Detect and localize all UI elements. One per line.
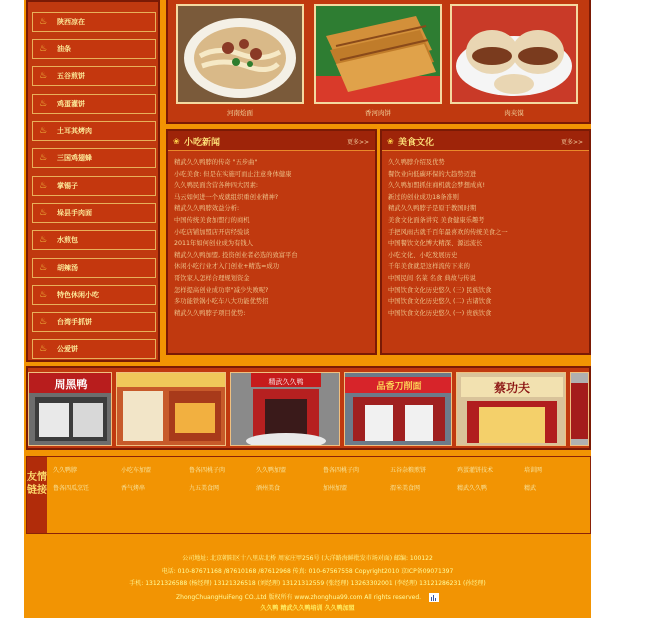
friend-link[interactable]: 五谷杂粮煎饼 [390, 467, 427, 474]
menu-item-label: 公爱饼 [57, 345, 78, 353]
store-photo[interactable] [230, 372, 340, 446]
culture-item[interactable]: 中国饮食文化历史悠久 (三) 民族饮食 [388, 286, 492, 294]
friend-link[interactable]: 小吃车加盟 [121, 467, 152, 474]
store-photo[interactable] [570, 372, 589, 446]
menu-item-label: 特色休闲小吃 [57, 291, 99, 299]
news-item[interactable]: 哥饮家人怎样合理规划资金 [174, 274, 250, 282]
flower-icon: ❀ [387, 137, 394, 146]
bowl-icon: ♨ [39, 99, 48, 109]
bowl-icon: ♨ [39, 344, 48, 354]
store-photo[interactable] [344, 372, 452, 446]
storefront-image [457, 373, 566, 446]
photo-caption: 肉夹馍 [504, 109, 524, 117]
culture-list [388, 157, 585, 319]
menu-item-label: 五谷煎饼 [57, 72, 85, 80]
store-sign: 蔡功夫 [493, 381, 531, 395]
left-margin [0, 0, 24, 618]
photo-caption: 香河肉饼 [365, 109, 391, 117]
roujiamo-image [452, 6, 576, 102]
bowl-icon: ♨ [39, 290, 48, 300]
news-panel [166, 129, 377, 355]
menu-item-label: 三国鸡翅蜂 [57, 154, 92, 162]
menu-item-label: 垛县手肉面 [57, 209, 92, 217]
friend-link[interactable]: 久久鸭加盟 [256, 467, 287, 474]
footer-company [24, 592, 591, 602]
menu-item[interactable] [32, 258, 156, 278]
menu-item-label: 鸡蛋灌饼 [57, 100, 85, 108]
menu-item-label: 水煎包 [57, 236, 78, 244]
photo-caption: 河南烩面 [227, 109, 253, 117]
footer-slogan[interactable]: 久久鸭 精武久久鸭培训 久久鸭加盟 [260, 605, 355, 612]
menu-item-label: 油条 [57, 45, 71, 53]
bowl-icon: ♨ [39, 235, 48, 245]
photo-noodle-soup[interactable] [176, 4, 304, 104]
culture-item[interactable]: 美食文化面条讲究 美食健康乐趣考 [388, 216, 485, 224]
menu-item[interactable] [32, 148, 156, 168]
bowl-icon: ♨ [39, 126, 48, 136]
friend-link[interactable]: 鲁各四桃子肉 [189, 467, 226, 474]
bowl-icon: ♨ [39, 263, 48, 273]
culture-item[interactable]: 新过的创业成功18条准则 [388, 193, 459, 201]
main-content [24, 0, 591, 618]
friend-links-tag: 友情链接 [27, 457, 47, 533]
culture-item[interactable]: 中国餐饮文化博大精深、源远流长 [388, 240, 483, 248]
photo-roujiamo[interactable] [450, 4, 578, 104]
culture-item[interactable]: 中国饮食文化历史悠久 (二) 古诸饮食 [388, 298, 492, 306]
store-gallery [26, 366, 591, 450]
friend-link[interactable]: 加州加盟 [323, 485, 348, 492]
friend-link[interactable]: 久久鸭脖 [53, 467, 78, 474]
news-item[interactable]: 怎样提高创业成功率"减少失败呢? [174, 286, 269, 294]
menu-item[interactable] [32, 12, 156, 32]
storefront-image [117, 373, 226, 446]
storefront-image [231, 373, 340, 446]
menu-item[interactable] [32, 203, 156, 223]
menu-item[interactable] [32, 66, 156, 86]
news-item[interactable]: 休闲小吃行业才入门创业+精选=成功 [174, 263, 280, 271]
menu-item-label: 台湾手抓饼 [57, 318, 92, 326]
news-item[interactable]: 精武久久鸭脖效益分析: [174, 205, 240, 213]
news-panel-header [168, 131, 375, 151]
menu-item-label: 掌锡子 [57, 182, 78, 190]
store-sign: 周黑鸭 [54, 378, 88, 391]
friend-link[interactable]: 九五美食网 [189, 485, 220, 492]
culture-more-link[interactable]: 更多>> [560, 139, 583, 146]
store-sign: 精武久久鸭 [268, 378, 304, 386]
menu-item[interactable] [32, 39, 156, 59]
news-item[interactable]: 马云如何进一个成就组织重创业精神? [174, 193, 279, 201]
meat-pie-image [316, 6, 440, 102]
menu-item[interactable] [32, 176, 156, 196]
culture-item[interactable]: 餐饮业向低碳环保的大趋势迈进 [388, 170, 477, 178]
friend-links [26, 456, 591, 534]
photo-meat-pie[interactable] [314, 4, 442, 104]
footer-company-text: ZhongChuangHuiFeng CO.,Ltd 版权所有 www.zhonghua99.com All rights reserved. [176, 594, 422, 601]
featured-photos [166, 0, 591, 124]
news-item[interactable]: 2011年如何创业成为有钱人 [174, 240, 253, 248]
menu-item-label: 陕西凉在 [57, 18, 85, 26]
culture-item[interactable]: 中国民间 名菜 名食 典故与传说 [388, 274, 476, 282]
news-more-link[interactable]: 更多>> [346, 139, 369, 146]
menu-item[interactable] [32, 285, 156, 305]
bowl-icon: ♨ [39, 317, 48, 327]
news-item[interactable]: 中国传统美食加盟行的商机 [174, 216, 250, 224]
menu-item[interactable] [32, 121, 156, 141]
culture-item[interactable]: 久久鸭加盟抓住商机就会梦想成真! [388, 182, 485, 190]
right-margin [591, 0, 657, 618]
culture-panel-title: 美食文化 [398, 138, 435, 148]
news-item[interactable]: 精武久久鸭加盟, 投资创业者必选的致富平台 [174, 251, 298, 259]
friend-link[interactable]: 鲁各四桃子肉 [323, 467, 360, 474]
culture-item[interactable]: 久久鸭脖介绍及优势 [388, 159, 445, 166]
news-panel-title: 小吃新闻 [184, 138, 221, 148]
bowl-icon: ♨ [39, 71, 48, 81]
store-photo[interactable] [28, 372, 112, 446]
bowl-icon: ♨ [39, 208, 48, 218]
culture-item[interactable]: 小吃文化、小吃发展历史 [388, 251, 458, 259]
bowl-icon: ♨ [39, 181, 48, 191]
culture-panel [380, 129, 591, 355]
footer-mobile: 手机: 13121326588 (杨经理) 13121326518 (刘经理) 13121312559 (张经理) 13263302001 (李经理) 13121286231 (孙经理) [129, 580, 486, 587]
friend-link[interactable]: 鸡蛋灌饼技术 [457, 467, 494, 474]
friend-link[interactable]: 渭米美食网 [390, 485, 421, 492]
stats-icon[interactable] [429, 593, 439, 602]
storefront-image [29, 373, 112, 446]
store-sign: 品香刀削面 [376, 382, 422, 392]
menu-item[interactable] [32, 312, 156, 332]
news-item[interactable]: 多功能铁锅小吃车八大功能优势招 [174, 298, 269, 306]
menu-item[interactable] [32, 94, 156, 114]
friend-link[interactable]: 精武 [524, 485, 537, 492]
flower-icon: ❀ [173, 137, 180, 146]
culture-item[interactable]: 手把风雨古就千百年最喜欢的传统美食之一 [388, 228, 508, 236]
menu-item-label: 胡辣汤 [57, 264, 78, 272]
news-list [174, 157, 371, 319]
news-item[interactable]: 小吃店铺加盟店开店经验谈 [174, 228, 250, 236]
product-menu [26, 0, 160, 362]
store-photo[interactable] [116, 372, 226, 446]
friend-link[interactable]: 香气烤串 [121, 485, 146, 492]
friend-link[interactable]: 培训网 [524, 467, 543, 474]
news-item[interactable]: 久久鸭民面含营各种四大因素: [174, 182, 258, 190]
store-photo[interactable] [456, 372, 566, 446]
news-item[interactable]: 小吃美食: 但是在实施可而止注意身体健康 [174, 170, 292, 178]
culture-item[interactable]: 千年美食就是这样流传下来的 [388, 263, 470, 271]
culture-panel-header [382, 131, 589, 151]
storefront-image [571, 373, 589, 446]
culture-item[interactable]: 中国饮食文化历史悠久 (一) 贵族饮食 [388, 309, 492, 317]
storefront-image [345, 373, 452, 446]
footer-phone: 电话: 010-87671168 /87610168 /87612968 传真: 010-67567558 Copyright2010 京ICP备09071397 [161, 568, 454, 575]
bowl-icon: ♨ [39, 44, 48, 54]
noodle-soup-image [178, 6, 302, 102]
news-item[interactable]: 精武久久鸭脖子项目优势: [174, 309, 246, 317]
bowl-icon: ♨ [39, 153, 48, 163]
menu-item-label: 土耳其烤肉 [57, 127, 92, 135]
friend-link[interactable]: 鲁各四瓜烹饪 [53, 485, 90, 492]
friend-link[interactable]: 精武久久鸭 [457, 485, 488, 492]
menu-item[interactable] [32, 230, 156, 250]
culture-item[interactable]: 精武久久鸭脖子是原于教国时期 [388, 205, 477, 213]
news-item[interactable]: 精武久久鸭脖的传奇 "五步曲" [174, 159, 258, 166]
friend-link[interactable]: 酒州美食 [256, 485, 281, 492]
footer-address: 公司地址: 北京朝阳区十八里店北桥 周家庄甲256号 (大洋路海鲜批发市场对面) 邮编: 100122 [182, 555, 433, 562]
bowl-icon: ♨ [39, 17, 48, 27]
menu-item[interactable] [32, 339, 156, 359]
